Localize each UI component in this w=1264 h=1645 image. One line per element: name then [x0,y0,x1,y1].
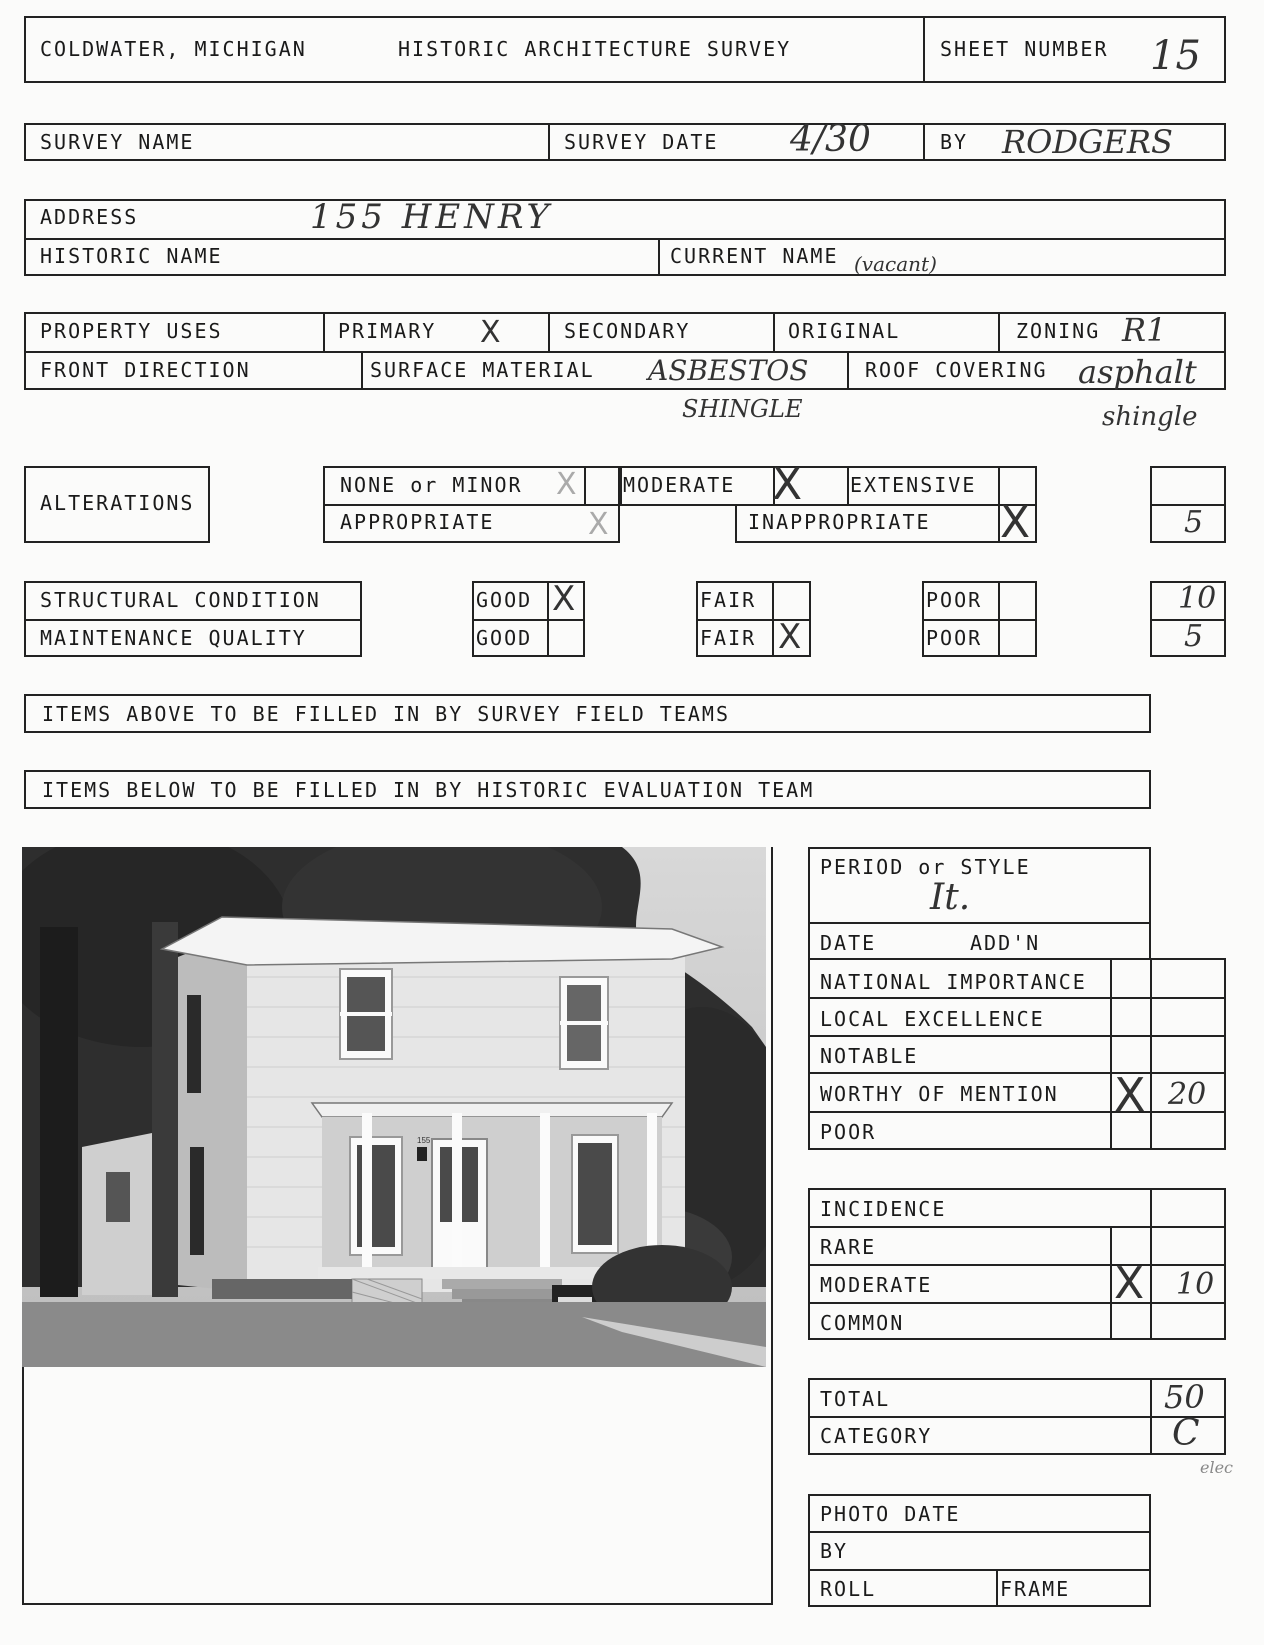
total-label: TOTAL [820,1387,891,1411]
maintenance-good-label: GOOD [476,626,533,650]
period-style-label: PERIOD or STYLE [820,855,1031,879]
pv5 [361,351,363,390]
none-minor-label: NONE or MINOR [340,473,523,497]
total-v [1150,1378,1152,1455]
survey-by-value: RODGERS [1002,123,1173,161]
poor-v [998,581,1000,657]
secondary-label: SECONDARY [564,319,691,343]
sheet-number-label: SHEET NUMBER [940,37,1109,61]
maintenance-quality-label: MAINTENANCE QUALITY [40,626,307,650]
inc-h2 [808,1264,1226,1266]
imp-h3 [808,1072,1226,1074]
worthy-score: 20 [1168,1077,1207,1112]
importance-item-notable: NOTABLE [820,1044,919,1068]
photo-by-label: BY [820,1539,849,1563]
primary-mark: X [480,315,501,350]
address-divider [24,238,1226,240]
house-photo-illustration [22,847,766,1367]
fair-v [772,581,774,657]
survey-by-label: BY [940,130,969,154]
appropriate-label: APPROPRIATE [340,510,495,534]
maintenance-poor-label: POOR [926,626,983,650]
front-direction-label: FRONT DIRECTION [40,358,251,382]
maintenance-score: 5 [1184,619,1204,654]
alterations-score: 5 [1184,505,1204,540]
imp-h1 [808,997,1226,999]
photo-frame-right [771,847,773,1604]
inc-v1 [1110,1226,1112,1340]
date-label: DATE [820,931,877,955]
survey-date-value: 4/30 [790,119,871,160]
pi-v [996,1569,998,1607]
address-label: ADDRESS [40,205,139,229]
note-above: ITEMS ABOVE TO BE FILLED IN BY SURVEY FIELD TEAMS [42,702,731,726]
survey-name-label: SURVEY NAME [40,130,195,154]
period-h [808,922,1151,924]
pv1 [323,312,325,351]
importance-item-worthy: WORTHY OF MENTION [820,1082,1059,1106]
imp-v2 [1150,958,1152,1150]
maintenance-fair-label: FAIR [700,626,757,650]
good-v [547,581,549,657]
roof-covering-value-2: shingle [1102,402,1198,432]
primary-label: PRIMARY [338,319,437,343]
addn-label: ADD'N [970,931,1041,955]
extensive-label: EXTENSIVE [850,473,977,497]
zoning-value: R1 [1122,311,1167,349]
none-minor-mark: X [556,467,577,502]
importance-item-national: NATIONAL IMPORTANCE [820,970,1087,994]
structural-poor-label: POOR [926,588,983,612]
inc-h1 [808,1226,1226,1228]
incidence-label: INCIDENCE [820,1197,947,1221]
total-h [808,1416,1226,1418]
house-photo [22,847,766,1367]
reviewer-initials: elec [1200,1458,1234,1477]
alt-v3 [847,466,849,504]
header-divider [923,16,925,83]
sheet-number-value: 15 [1150,33,1201,79]
surface-material-value-1: ASBESTOS [648,354,809,387]
category-label: CATEGORY [820,1424,933,1448]
category-value: C [1172,1413,1200,1454]
surface-material-value-2: SHINGLE [682,395,803,423]
pi-h1 [808,1531,1151,1533]
inappropriate-mark: X [1000,497,1031,548]
structural-score: 10 [1178,581,1217,616]
alt-v1 [584,466,586,504]
roll-label: ROLL [820,1577,877,1601]
importance-item-poor: POOR [820,1120,877,1144]
note-below: ITEMS BELOW TO BE FILLED IN BY HISTORIC EVALUATION TEAM [42,778,815,802]
property-uses-label: PROPERTY USES [40,319,223,343]
property-divider [24,351,1226,353]
poor-h [922,619,1037,621]
pi-h2 [808,1569,1151,1571]
structural-good-label: GOOD [476,588,533,612]
incidence-score: 10 [1176,1267,1215,1302]
alterations-label: ALTERATIONS [40,491,195,515]
current-name-divider [658,238,660,276]
total-value: 50 [1164,1378,1205,1416]
survey-date-label: SURVEY DATE [564,130,719,154]
good-h [472,619,585,621]
moderate-label: MODERATE [623,473,736,497]
alt-h1 [323,504,620,506]
period-style-value: It. [930,877,971,918]
pv3 [773,312,775,351]
city-label: COLDWATER, MICHIGAN [40,37,307,61]
pv2 [548,312,550,351]
house-number: 155 [417,1136,431,1145]
structural-fair-label: FAIR [700,588,757,612]
appropriate-mark: X [588,507,609,542]
address-value: 155 HENRY [310,197,553,237]
incidence-moderate: MODERATE [820,1273,933,1297]
photo-frame-bottom [22,1603,773,1605]
incidence-mark: X [1114,1258,1145,1309]
moderate-mark: X [772,459,803,510]
imp-v1 [1110,958,1112,1150]
original-label: ORIGINAL [788,319,901,343]
current-name-label: CURRENT NAME [670,244,839,268]
survey-divider-2 [923,123,925,161]
imp-h4 [808,1111,1226,1113]
worthy-mark: X [1114,1068,1146,1122]
photo-date-label: PHOTO DATE [820,1502,961,1526]
incidence-rare: RARE [820,1235,877,1259]
zoning-label: ZONING [1016,319,1101,343]
importance-item-local: LOCAL EXCELLENCE [820,1007,1045,1031]
maintenance-fair-mark: X [778,617,802,657]
incidence-common: COMMON [820,1311,905,1335]
cond-h1 [24,619,362,621]
imp-h2 [808,1035,1226,1037]
structural-condition-label: STRUCTURAL CONDITION [40,588,321,612]
pv4 [998,312,1000,351]
pv6 [847,351,849,390]
surface-material-label: SURFACE MATERIAL [370,358,595,382]
structural-good-mark: X [552,579,576,619]
roof-covering-label: ROOF COVERING [865,358,1048,382]
current-name-value: (vacant) [854,252,937,276]
historic-name-label: HISTORIC NAME [40,244,223,268]
inc-h3 [808,1302,1226,1304]
frame-label: FRAME [1000,1577,1071,1601]
roof-covering-value-1: asphalt [1078,353,1197,391]
survey-divider-1 [548,123,550,161]
form-title: HISTORIC ARCHITECTURE SURVEY [398,37,792,61]
inc-v2 [1150,1188,1152,1340]
inappropriate-label: INAPPROPRIATE [748,510,931,534]
